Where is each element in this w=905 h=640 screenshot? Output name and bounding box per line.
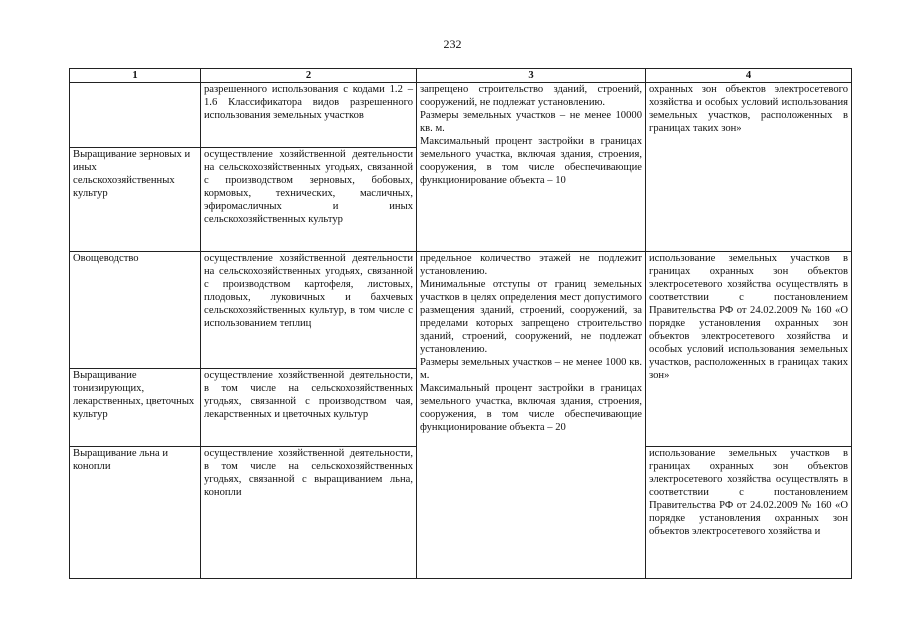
page-number: 232 (443, 37, 462, 51)
activity-name: Выращивание льна и конопли (70, 447, 201, 579)
table-row (70, 83, 852, 148)
parameter-text: Размеры земельных участков – не менее 10000 кв. м. (420, 110, 642, 134)
header-col-2: 2 (201, 69, 417, 83)
header-col-1: 1 (70, 69, 201, 83)
parameter-text: Максимальный процент застройки в границах земельного участка, включая здания, строения, сооружения, в том числе обеспечивающие функционирование объекта – 20 (420, 383, 642, 433)
activity-description: осуществление хозяйственной деятельности на сельскохозяйственных угодьях, связанной с производством картофеля, листовых, плодовых, луковичных и бахчевых сельскохозяйственных культур, в том числе с использованием теплиц (201, 252, 417, 369)
parameter-text: предельное количество этажей не подлежит установлению. (420, 253, 642, 277)
activity-name: Овощеводство (70, 252, 201, 369)
parameters-cell (417, 83, 646, 252)
activity-description: разрешенного использования с кодами 1.2 – 1.6 Классификатора видов разрешенного использования земельных участков (201, 83, 417, 148)
header-col-4: 4 (646, 69, 852, 83)
table-row (70, 252, 852, 369)
parameters-cell (417, 252, 646, 579)
activity-description: осуществление хозяйственной деятельности на сельскохозяйственных угодьях, связанной с производством зерновых, бобовых, кормовых, технических, масличных, эфиромасличных и иных сельскохозяйственных культур (201, 148, 417, 252)
header-row (70, 69, 852, 83)
header-col-3: 3 (417, 69, 646, 83)
restrictions-cell: охранных зон объектов электросетевого хозяйства и особых условий использования земельных участков, расположенных в границах таких зон» (646, 83, 852, 252)
restrictions-cell: использование земельных участков в границах охранных зон объектов электросетевого хозяйства осуществлять в соответствии с постановлением Правительства РФ от 24.02.2009 № 160 «О порядке установления охранных зон объектов электросетевого хозяйства и особых условий использования земельных участков, расположенных в границах таких зон» (646, 252, 852, 447)
activity-name: Выращивание тонизирующих, лекарственных, цветочных культур (70, 369, 201, 447)
restrictions-cell: использование земельных участков в границах охранных зон объектов электросетевого хозяйства осуществлять в соответствии с постановлением Правительства РФ от 24.02.2009 № 160 «О порядке установления охранных зон объектов электросетевого хозяйства и (646, 447, 852, 579)
activity-name (70, 83, 201, 148)
activity-description: осуществление хозяйственной деятельности, в том числе на сельскохозяйственных угодьях, связанной с производством чая, лекарственных и цветочных культур (201, 369, 417, 447)
activity-name: Выращивание зерновых и иных сельскохозяйственных культур (70, 148, 201, 252)
activity-description: осуществление хозяйственной деятельности, в том числе на сельскохозяйственных угодьях, связанной с выращиванием льна, конопли (201, 447, 417, 579)
regulations-table (69, 68, 852, 579)
parameter-text: Максимальный процент застройки в границах земельного участка, включая здания, строения, сооружения, в том числе обеспечивающие функционирование объекта – 10 (420, 136, 642, 186)
parameter-text: Размеры земельных участков – не менее 1000 кв. м. (420, 357, 642, 381)
parameter-text: запрещено строительство зданий, строений, сооружений, не подлежат установлению. (420, 84, 642, 108)
parameter-text: Минимальные отступы от границ земельных участков в целях определения мест допустимого размещения зданий, строений, сооружений, за пределами которых запрещено строительство зданий, строений, сооружений, не подлежат установлению. (420, 279, 642, 355)
